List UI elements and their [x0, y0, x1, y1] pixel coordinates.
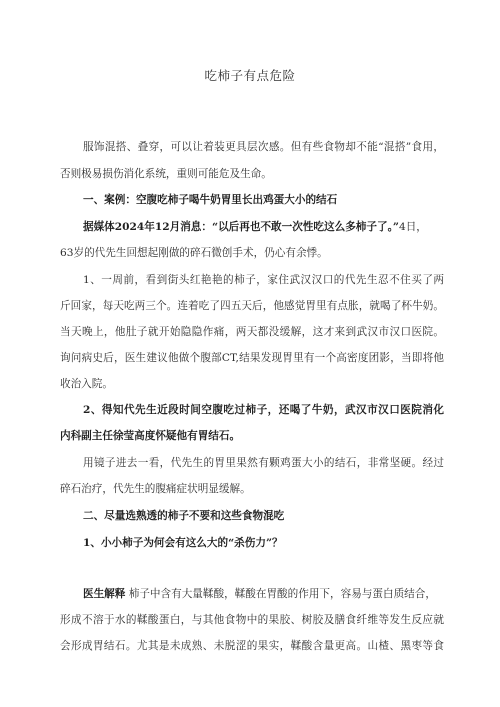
- paragraph-line: 会形成胃结石。尤其是未成熟、未脱涩的果实，鞣酸含量更高。山楂、黑枣等食: [60, 640, 444, 652]
- paragraph-line: 收治入院。: [60, 378, 113, 390]
- bold-paragraph-line: 内科副主任徐莹高度怀疑他有胃结石。: [60, 430, 241, 442]
- paragraph-line: 63岁的代先生回想起刚做的碎石微创手术，仍心有余悸。: [60, 247, 328, 259]
- paragraph-line: 1、一周前，看到街头红艳艳的柿子，家住武汉汉口的代先生忍不住买了两: [83, 274, 444, 286]
- section-heading: 一、案例：空腹吃柿子喝牛奶胃里长出鸡蛋大小的结石: [83, 194, 338, 206]
- paragraph-line: [83, 586, 444, 601]
- paragraph-line: 服饰混搭、叠穿，可以让着装更具层次感。但有些食物却不能“混搭”食用，: [83, 141, 444, 153]
- section-heading: 二、尽量选熟透的柿子不要和这些食物混吃: [83, 510, 285, 522]
- lead-text: 据媒体2024年12月消息：“以后再也不敢一次性吃这么多柿子了。”: [83, 221, 399, 233]
- paragraph-line: 询问病史后，医生建议他做个腹部CT,结果发现胃里有一个高密度团影，当即将他: [60, 352, 444, 364]
- paragraph-line: 形成不溶于水的鞣酸蛋白，与其他食物中的果胶、树胶及膳食纤维等发生反应就: [60, 614, 444, 626]
- article-title: 吃柿子有点危险: [204, 68, 296, 83]
- paragraph-line: [83, 219, 444, 234]
- paragraph-line: 否则极易损伤消化系统，重则可能危及生命。: [60, 168, 272, 180]
- bold-paragraph-line: 2、得知代先生近段时间空腹吃过柿子，还喝了牛奶，武汉市汉口医院消化: [83, 404, 444, 416]
- paragraph-line: 碎石治疗，代先生的腹痛症状明显缓解。: [60, 483, 251, 495]
- paragraph-line: 斤回家，每天吃两三个。连着吃了四五天后，他感觉胃里有点胀，就喝了杯牛奶。: [60, 300, 444, 312]
- paragraph-line: 用镜子进去一看，代先生的胃里果然有颗鸡蛋大小的结石，非常坚硬。经过: [83, 457, 444, 469]
- lead-text: 医生解释: [83, 588, 126, 600]
- paragraph-text: 4日，: [398, 221, 427, 233]
- paragraph-text: 柿子中含有大量鞣酸，鞣酸在胃酸的作用下，容易与蛋白质结合，: [128, 588, 436, 600]
- paragraph-line: 当天晚上，他肚子就开始隐隐作痛，两天都没缓解，这才来到武汉市汉口医院。: [60, 326, 444, 338]
- subsection-heading: 1、小小柿子为何会有这么大的“杀伤力”？: [83, 537, 283, 549]
